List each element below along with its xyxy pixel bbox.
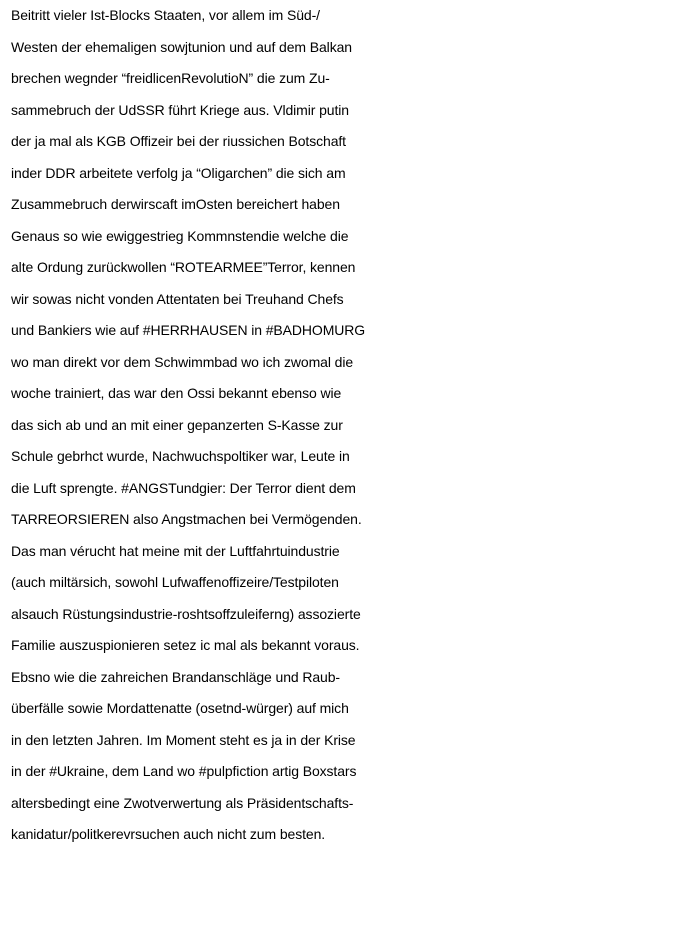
text-line: wo man direkt vor dem Schwimmbad wo ich zwomal die xyxy=(11,353,354,370)
text-line: in der #Ukraine, dem Land wo #pulpfiction artig Boxstars xyxy=(11,763,357,779)
text-line: inder DDR arbeitete verfolg ja “Oligarchen” die sich am xyxy=(11,164,346,181)
text-line: Zusammebruch derwirscaft imOsten bereichert haben xyxy=(11,196,340,212)
text-line: in den letzten Jahren. Im Moment steht es ja in der Krise xyxy=(11,731,356,748)
text-line: die Luft sprengte. #ANGSTundgier: Der Terror dient dem xyxy=(11,479,356,496)
text-line: TARREORSIEREN also Angstmachen bei Vermögenden. xyxy=(11,511,362,527)
text-line: der ja mal als KGB Offizeir bei der riussichen Botschaft xyxy=(11,133,346,149)
text-line: brechen wegnder “freidlicenRevolutioN” die zum Zu- xyxy=(11,70,330,86)
text-line: alte Ordung zurückwollen “ROTEARMEE”Terror, kennen xyxy=(11,259,356,275)
text-line: Ebsno wie die zahreichen Brandanschläge und Raub- xyxy=(11,668,340,685)
text-line: Beitritt vieler Ist-Blocks Staaten, vor allem im Süd-/ xyxy=(11,7,320,23)
text-line: alsauch Rüstungsindustrie-roshtsoffzuleiferng) assozierte xyxy=(11,605,361,622)
body-text xyxy=(11,0,681,851)
text-line: kanidatur/politkerevrsuchen auch nicht zum besten. xyxy=(11,826,326,842)
text-line: Familie auszuspionieren setez ic mal als bekannt voraus. xyxy=(11,637,360,653)
text-line: das sich ab und an mit einer gepanzerten S-Kasse zur xyxy=(11,416,343,433)
text-line: wir sowas nicht vonden Attentaten bei Treuhand Chefs xyxy=(11,290,344,307)
text-line: sammebruch der UdSSR führt Kriege aus. Vldimir putin xyxy=(11,101,349,118)
text-line: Genaus so wie ewiggestrieg Kommnstendie welche die xyxy=(11,227,349,244)
text-line: überfälle sowie Mordattenatte (osetnd-würger) auf mich xyxy=(11,700,349,716)
text-line: Westen der ehemaligen sowjtunion und auf dem Balkan xyxy=(11,38,352,55)
text-line: altersbedingt eine Zwotverwertung als Präsidentschafts- xyxy=(11,794,354,811)
text-line: und Bankiers wie auf #HERRHAUSEN in #BADHOMURG xyxy=(11,322,366,338)
text-line: Schule gebrhct wurde, Nachwuchspoltiker war, Leute in xyxy=(11,448,350,464)
text-line: (auch miltärsich, sowohl Lufwaffenoffizeire/Testpiloten xyxy=(11,574,339,590)
text-line: woche trainiert, das war den Ossi bekannt ebenso wie xyxy=(11,385,342,401)
text-line: Das man vérucht hat meine mit der Luftfahrtuindustrie xyxy=(11,542,340,559)
